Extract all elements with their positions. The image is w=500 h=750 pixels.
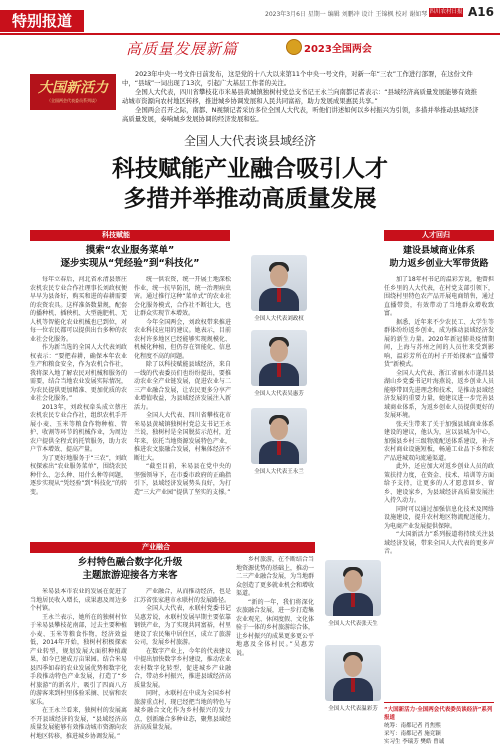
paragraph: 张天生带来了关于加强县域商业体系建设的建议，他认为，应以县城为中心，加强县乡村三级物流配送体系建设，补齐农村商业设施短板，畅通工业品下乡和农产品进城双向流通渠道。 <box>384 420 494 462</box>
paragraph: 王永兰表示，她所在的独树村位于米易县攀枝花南部，过去主要种植小麦、玉米等粮食作物，经济效益低，2014年开始，独树村积极探索产业转型，规划发展大面积种植蔬果，如今已建成万亩果园。结合米易县四季如春的农业发展优势和数字化手段推动特色产业发展，打造了“乡村旅游”的新名片，吸引了四面八方的游客来到村里体验采摘、民宿和农家乐。 <box>30 613 127 706</box>
portrait-caption: 全国人大代表刘政权 <box>254 316 304 322</box>
paragraph: 据悉，近年来不少农民工、大学生等群体纷纷返乡创业，成为推动县域经济发展的新生力量。2020年新冠肺炎疫情期间，上海与苏州之间的人员往来受到影响，温彩芳所在的村子开始探索“直播带货”新模式。 <box>384 318 494 368</box>
series-logo <box>30 74 116 110</box>
credits-line: 采写：南都记者 施竞颖 <box>384 731 441 737</box>
portrait-photo <box>325 645 381 701</box>
portrait-3 <box>248 408 310 475</box>
intro-paragraph: 全国人大代表，四川省攀枝花市米易县黄城镇独树村党总支书记王永兰向南都记者表示：“县域经济高质量发展能够有效推动城市资源向农村地区转移，推进城乡协调发展和人民共同富裕，助力发展成果惠民共享。” <box>122 88 478 105</box>
headline-kicker: 全国人大代表谈县域经济 <box>183 134 316 148</box>
intro-paragraph: 全国两会召开之际，南都、N视频记者采访多位全国人大代表，听他们讲述如何以乡村振兴为引领，多措并举推动县域经济高质量发展，奏响城乡发展协调的经济发展和弦。 <box>122 106 479 123</box>
portrait-photo <box>251 408 307 464</box>
headline-line-2: 多措并举推动高质量发展 <box>123 185 377 212</box>
credits-title: “大国新活力·全国两会代表委员谈经济”系列报道 <box>384 707 493 721</box>
portrait-1 <box>248 255 310 322</box>
header-divider <box>0 33 500 35</box>
credits-box <box>384 702 494 746</box>
tech-title-1: 摸索“农业服务菜单” <box>85 245 175 256</box>
section-label-tech: 科技赋能 <box>102 231 130 239</box>
talent-title-2: 助力返乡创业大军带货路 <box>389 259 489 269</box>
tech-column-2 <box>134 276 231 538</box>
portrait-photo <box>325 560 381 616</box>
intro-text <box>122 70 482 124</box>
paragraph: “新的一年，我们将深化农旅融合发展，进一步打造集农业观光、休闲度假、文化体验于一体的乡村旅游综合体，让乡村振兴的成果更多更公平地惠及全体村民。”吴惠芳说。 <box>236 598 314 657</box>
tech-title-2: 逐步实现从“凭经验”到“科技化” <box>60 258 200 269</box>
paragraph: 统一供农资，统一开展土地深松作业，统一抗旱防汛，统一治理病虫害。通过推行这种“菜单式”的农业社会化服务模式，合作社不断壮大，也让群众实现节本增效。 <box>134 276 231 317</box>
credits-line: 统筹：南都记者 肖焦熙 <box>384 723 441 729</box>
portrait-caption: 全国人大代表温彩芳 <box>328 706 378 712</box>
newspaper-badge: 四川农村日报 <box>429 9 463 15</box>
conference-label: 2023全国两会 <box>304 44 372 55</box>
portrait-4 <box>322 560 384 627</box>
paragraph: 除了以科技赋能县域经济，来自一线的代表委员们也纷纷提出，要推动农业全产业链发展，促进农业与二三产业融合发展，让农民更多分享产业增值收益，为县域经济发展注入新活力。 <box>134 361 231 411</box>
paragraph: 今年全国两会，刘政权带来推进农业科技应用的建议。她表示，目前农村许多地区已经能够实现规模化、机械化种植，但仍存在智能化、信息化程度不高的问题。 <box>134 318 231 360</box>
paragraph: “截至目前，米易县在党中央的坚强领导下，在市委市政府的正确指引下，县域经济发展势头良好，为打造“三大产业园”提供了坚实的支撑。” <box>134 463 231 496</box>
series-logo-subtitle: （全国两会代表委员系列谈） <box>47 98 99 103</box>
paragraph: 全国人大代表，永联村党委书记吴惠芳说，永联村发展早期主要依靠钢铁产业，为了实现共同富裕，村里建设了农民集中居住区，成立了旅游公司，发展乡村旅游。 <box>134 605 231 646</box>
paragraph: 在数字产业上，今年的代表建议中提出加快数字乡村建设，推动农业农村数字化转型，促进城乡产业融合，带动乡村振兴，推进县域经济高质量发展。 <box>134 647 231 689</box>
series-logo-title: 大国新活力 <box>38 80 108 96</box>
headline-line-1: 科技赋能产业融合吸引人才 <box>112 155 388 182</box>
section-tab: 特别报道 <box>0 10 84 32</box>
paragraph: 同时可以通过加强信息化技术及网络设施建设，提升农村地区物流配送能力，为电商产业发展提供保障。 <box>384 505 494 530</box>
section-label-industry: 产业融合 <box>142 543 170 551</box>
paragraph: 全国人大代表、浙江省丽水市遂昌县湖山乡党委书记叶海燕说，返乡创业人员能够带回先进理念和技术，是推动县域经济发展的重要力量，她建议进一步完善县域商业体系，为返乡创业人员提供更好的发展环境。 <box>384 369 494 419</box>
issue-info: 2023年3月6日 星期一 编辑 刘鹏冲 设计 王锦枫 校对 谢如琴 <box>265 11 428 18</box>
paragraph: 为了更好地服务于“三农”，刘政权探索出“农业服务菜单”，围绕农民种什么、怎么种、用什么种等问题，逐步实现从“凭经验”到“科技化”的转变。 <box>30 454 127 496</box>
portrait-5 <box>322 645 384 712</box>
talent-column <box>384 276 494 696</box>
tech-column-1 <box>30 276 127 538</box>
industry-title-2: 主题旅游迎接各方来客 <box>82 570 178 581</box>
paragraph: 每年立春后，河北省永清县蔡庄农机农民专业合作社理事长刘政权便早早为县备好，购买和进的春耕需要的农资农具。这样准备数量规，配套的播种机、插秧机、大型施肥机、无人机等智能化农业机械也已到位，对每一位农民都可以提供出台多种的农业社会化服务。 <box>30 276 127 343</box>
industry-title-1: 乡村特色融合数字化升级 <box>77 557 183 568</box>
paragraph: 加了18年村书记的温彩芳说，他曾担任乡里的人大代表，在村党支部引领下，围绕村里特色农产品开展电商销售，通过直播带货，有效带动了当地群众增收致富。 <box>384 276 494 317</box>
page-header <box>0 0 500 34</box>
industry-column-3 <box>236 556 314 740</box>
paragraph: 2013年，刘政权牵头成立蔡庄农机农民专业合作社，组织农机手开展小麦、玉米等粮食作物种植、管护、收割等环节的机械作业，为周边农户提供全程式的托管服务，助力农户节本增效、提高产量。 <box>30 403 127 453</box>
portrait-caption: 全国人大代表吴惠芳 <box>254 391 304 397</box>
paragraph: 全国人大代表、四川省攀枝花市米易县黄城镇独树村党总支书记王永兰说，独树村是全国脱贫示范村，近年来，依托当地资源发展特色产业，推进农文旅融合发展，村集体经济不断壮大。 <box>134 412 231 462</box>
section-label-talent: 人才回归 <box>422 231 450 239</box>
paragraph: 同时，永联村在中成为全国乡村旅游重点村，现已经把当地的特色与城乡融合文化作为乡村振兴的发力点，创新融合多种业态，聚焦县域经济高质量发展。 <box>134 690 231 731</box>
portrait-photo <box>251 330 307 386</box>
emblem-icon <box>286 39 302 55</box>
paragraph: 产业融合，从而推动经济，也是江苏省张家港市永联村的发展路径。 <box>134 588 231 604</box>
portrait-2 <box>248 330 310 397</box>
portrait-caption: 全国人大代表王永兰 <box>254 469 304 475</box>
slogan: 高质量发展新篇 <box>126 40 239 58</box>
intro-paragraph: 2023年中央一号文件日前发布，这是党的十八大以来第11个中央一号文件，对新一年“三农”工作进行部署，在这份文件中，“县域”一词出现了13次，引起广大基层工作者的关注。 <box>122 70 473 87</box>
industry-column-2 <box>134 588 231 740</box>
portrait-caption: 全国人大代表张天生 <box>328 621 378 627</box>
credits-line: 实习生 李瑞芳 樊皓 曾诚 <box>384 739 445 745</box>
paragraph: 米易县本市农业的发展在促进了当地居民收入增长，成果惠及周边多个村镇。 <box>30 588 127 612</box>
page-number: A16 <box>468 5 494 19</box>
portrait-photo <box>251 255 307 311</box>
talent-title-1: 建设县域商业体系 <box>402 246 475 256</box>
paragraph: 乡村旅游，在不断结合当地资源优势的基础上，推动一二三产业融合发展，为当地群众创造了更多就业机会和增收渠道。 <box>236 556 314 597</box>
section-bar-industry <box>30 542 315 553</box>
section-bar-tech <box>30 230 230 241</box>
paragraph: 此外，还应加大对返乡创业人员的政策扶持力度，在资金、技术、培训等方面给予支持，让更多的人才愿意回乡、留乡、建设家乡，为县域经济高质量发展注入持久动力。 <box>384 463 494 504</box>
paragraph: 在王永兰看来，独树村的发展离不开县域经济的发展，“县域经济高质量发展能够有效推动城市资源向农村地区转移，推进城乡协调发展。” <box>30 707 127 740</box>
industry-column-1 <box>30 588 127 740</box>
paragraph: “大国新活力”系列报道将持续关注县域经济发展，带来全国人大代表的更多声音。 <box>384 531 494 555</box>
paragraph: 作为新当选的全国人大代表刘政权表示：“要把春耕，确保本年农业生产和粮食安全，作为农机合作社，我将深入地了解农民对机械和服务的需要，结合当地农业发展实际情况，为农民提供更加精准、更加优质的农业社会化服务。” <box>30 344 127 402</box>
section-bar-talent <box>384 230 494 241</box>
